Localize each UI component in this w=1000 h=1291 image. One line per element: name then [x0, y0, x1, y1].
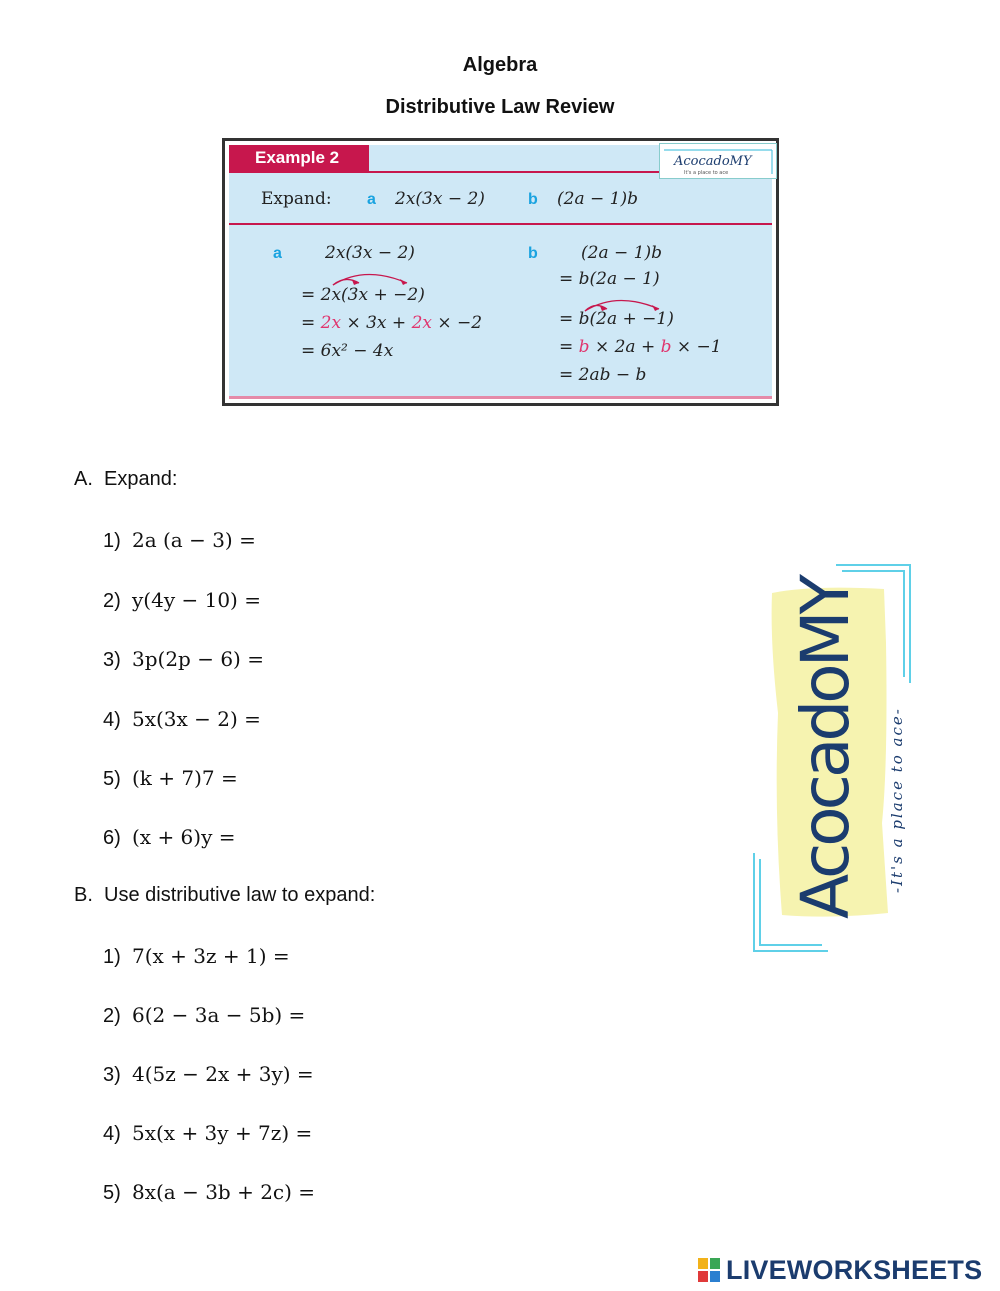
example-prompt-a: 2x(3x − 2)	[395, 189, 485, 209]
exercise-expression: (x + 6)y =	[132, 825, 236, 849]
solution-b-label: b	[528, 245, 538, 262]
example-logo-image	[660, 144, 776, 178]
example-divider-mid	[229, 223, 772, 225]
example-prompt: Expand:	[261, 189, 332, 209]
exercise-expression: 5x(x + 3y + 7z) =	[132, 1121, 313, 1145]
exercise-expression: 8x(a − 3b + 2c) =	[132, 1180, 316, 1204]
exercise-number: 1)	[103, 530, 121, 552]
exercise-item	[103, 707, 261, 732]
exercise-expression: 6(2 − 3a − 5b) =	[132, 1003, 306, 1027]
exercise-expression: 3p(2p − 6) =	[132, 647, 264, 671]
exercise-number: 4)	[103, 709, 121, 731]
exercise-number: 5)	[103, 768, 121, 790]
exercise-number: 1)	[103, 946, 121, 968]
example-prompt-a-label: a	[367, 191, 376, 208]
example-label: Example 2	[229, 145, 369, 171]
example-logo	[659, 143, 777, 179]
exercise-expression: 4(5z − 2x + 3y) =	[132, 1062, 314, 1086]
example-prompt-b: (2a − 1)b	[557, 189, 638, 209]
svg-text:It's a place to ace: It's a place to ace	[684, 170, 729, 176]
exercise-item	[103, 766, 238, 791]
solution-a-label: a	[273, 245, 282, 262]
exercise-item	[103, 825, 236, 850]
exercise-number: 2)	[103, 1005, 121, 1027]
solution-a-line: = 6x² − 4x	[301, 341, 394, 361]
section-a-title: Expand:	[104, 468, 178, 490]
solution-b-line: (2a − 1)b	[581, 243, 662, 263]
example-prompt-b-label: b	[528, 191, 538, 208]
example-box	[222, 138, 779, 406]
section-b-title: Use distributive law to expand:	[104, 884, 376, 906]
exercise-item	[103, 647, 264, 672]
page-title: Algebra	[462, 54, 538, 76]
svg-text:AcocadoMY: AcocadoMY	[674, 154, 752, 169]
exercise-item	[103, 528, 256, 553]
footer-brand	[698, 1254, 994, 1286]
exercise-number: 5)	[103, 1182, 121, 1204]
solution-b-line: = 2ab − b	[559, 365, 647, 385]
exercise-item	[103, 1180, 315, 1205]
section-b-heading	[74, 884, 375, 907]
page-subtitle: Distributive Law Review	[385, 96, 615, 118]
exercise-item	[103, 944, 290, 969]
exercise-item	[103, 1121, 312, 1146]
solution-b-line: = b × 2a + b × −1	[559, 337, 722, 357]
section-a-heading	[74, 468, 177, 491]
exercise-expression: y(4y − 10) =	[132, 588, 261, 612]
solution-b-line: = b(2a + −1)	[559, 309, 674, 329]
section-a-letter: A.	[74, 468, 93, 490]
exercise-number: 3)	[103, 649, 121, 671]
solution-a-line: = 2x × 3x + 2x × −2	[301, 313, 483, 333]
section-b-letter: B.	[74, 884, 93, 906]
exercise-item	[103, 1062, 314, 1087]
footer-text: LIVEWORKSHEETS	[726, 1255, 983, 1285]
svg-text:-It's a place to ace-: -It's a place to ace-	[888, 707, 906, 893]
exercise-item	[103, 1003, 305, 1028]
exercise-expression: 5x(3x − 2) =	[132, 707, 261, 731]
svg-text:AcocadoMY: AcocadoMY	[787, 578, 864, 919]
exercise-expression: 7(x + 3z + 1) =	[132, 944, 290, 968]
exercise-number: 6)	[103, 827, 121, 849]
solution-b-line: = b(2a − 1)	[559, 269, 660, 289]
acocadomy-logo-image	[752, 563, 912, 955]
exercise-item	[103, 588, 261, 613]
exercise-expression: (k + 7)7 =	[132, 766, 238, 790]
exercise-number: 3)	[103, 1064, 121, 1086]
exercise-number: 4)	[103, 1123, 121, 1145]
acocadomy-logo	[752, 563, 912, 955]
exercise-expression: 2a (a − 3) =	[132, 528, 256, 552]
solution-a-line: 2x(3x − 2)	[325, 243, 415, 263]
exercise-number: 2)	[103, 590, 121, 612]
liveworksheets-icon	[698, 1258, 720, 1282]
solution-a-line: = 2x(3x + −2)	[301, 285, 425, 305]
